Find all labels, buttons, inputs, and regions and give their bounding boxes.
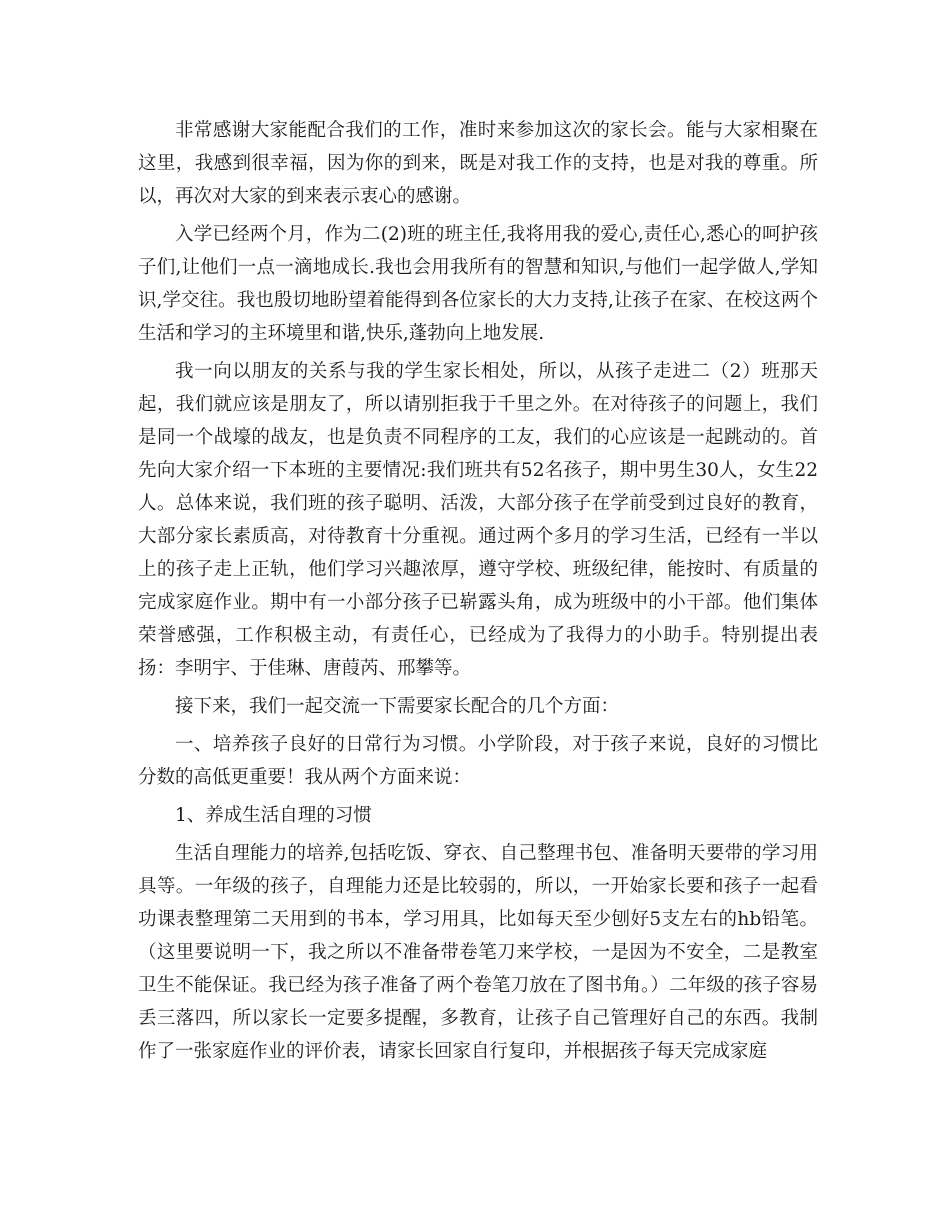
paragraph-transition: 接下来，我们一起交流一下需要家长配合的几个方面：	[175, 696, 620, 717]
paragraph-section-one: 一、培养孩子良好的日常行为习惯。小学阶段，对于孩子来说，良好的习惯比分数的高低更重要！我从两个方面来说：	[138, 734, 818, 788]
document-body	[138, 114, 818, 1073]
paragraph-teacher-intro: 入学已经两个月，作为二(2)班的班主任,我将用我的爱心,责任心,悉心的呵护孩子们,让他们一点一滴地成长.我也会用我所有的智慧和知识,与他们一起学做人,学知识,学交往。我也殷切地盼望着能得到各位家长的大力支持,让孩子在家、在校这两个生活和学习的主环境里和谐,快乐,蓬勃向上地发展.	[138, 224, 818, 344]
paragraph-self-care: 生活自理能力的培养,包括吃饭、穿衣、自己整理书包、准备明天要带的学习用具等。一年级的孩子，自理能力还是比较弱的，所以，一开始家长要和孩子一起看功课表整理第二天用到的书本，学习用具，比如每天至少刨好5支左右的hb铅笔。（这里要说明一下，我之所以不准备带卷笔刀来学校，一是因为不安全，二是教室卫生不能保证。我已经为孩子准备了两个卷笔刀放在了图书角。）二年级的孩子容易丢三落四，所以家长一定要多提醒，多教育，让孩子自己管理好自己的东西。我制作了一张家庭作业的评价表，请家长回家自行复印，并根据孩子每天完成家庭	[138, 843, 818, 1062]
paragraph-greeting: 非常感谢大家能配合我们的工作，准时来参加这次的家长会。能与大家相聚在这里，我感到很幸福，因为你的到来，既是对我工作的支持，也是对我的尊重。所以，再次对大家的到来表示衷心的感谢。	[138, 120, 818, 207]
paragraph-class-situation: 我一向以朋友的关系与我的学生家长相处，所以，从孩子走进二（2）班那天起，我们就应该是朋友了，所以请别拒我于千里之外。在对待孩子的问题上，我们是同一个战壕的战友，也是负责不同程序的工友，我们的心应该是一起跳动的。首先向大家介绍一下本班的主要情况:我们班共有52名孩子，期中男生30人，女生22人。总体来说，我们班的孩子聪明、活泼，大部分孩子在学前受到过良好的教育，大部分家长素质高，对待教育十分重视。通过两个多月的学习生活，已经有一半以上的孩子走上正轨，他们学习兴趣浓厚，遵守学校、班级纪律，能按时、有质量的完成家庭作业。期中有一小部分孩子已崭露头角，成为班级中的小干部。他们集体荣誉感强，工作积极主动，有责任心，已经成为了我得力的小助手。特别提出表扬：李明宇、于佳琳、唐葭芮、邢攀等。	[138, 361, 818, 679]
paragraph-subsection-one: 1、养成生活自理的习惯	[175, 805, 372, 826]
